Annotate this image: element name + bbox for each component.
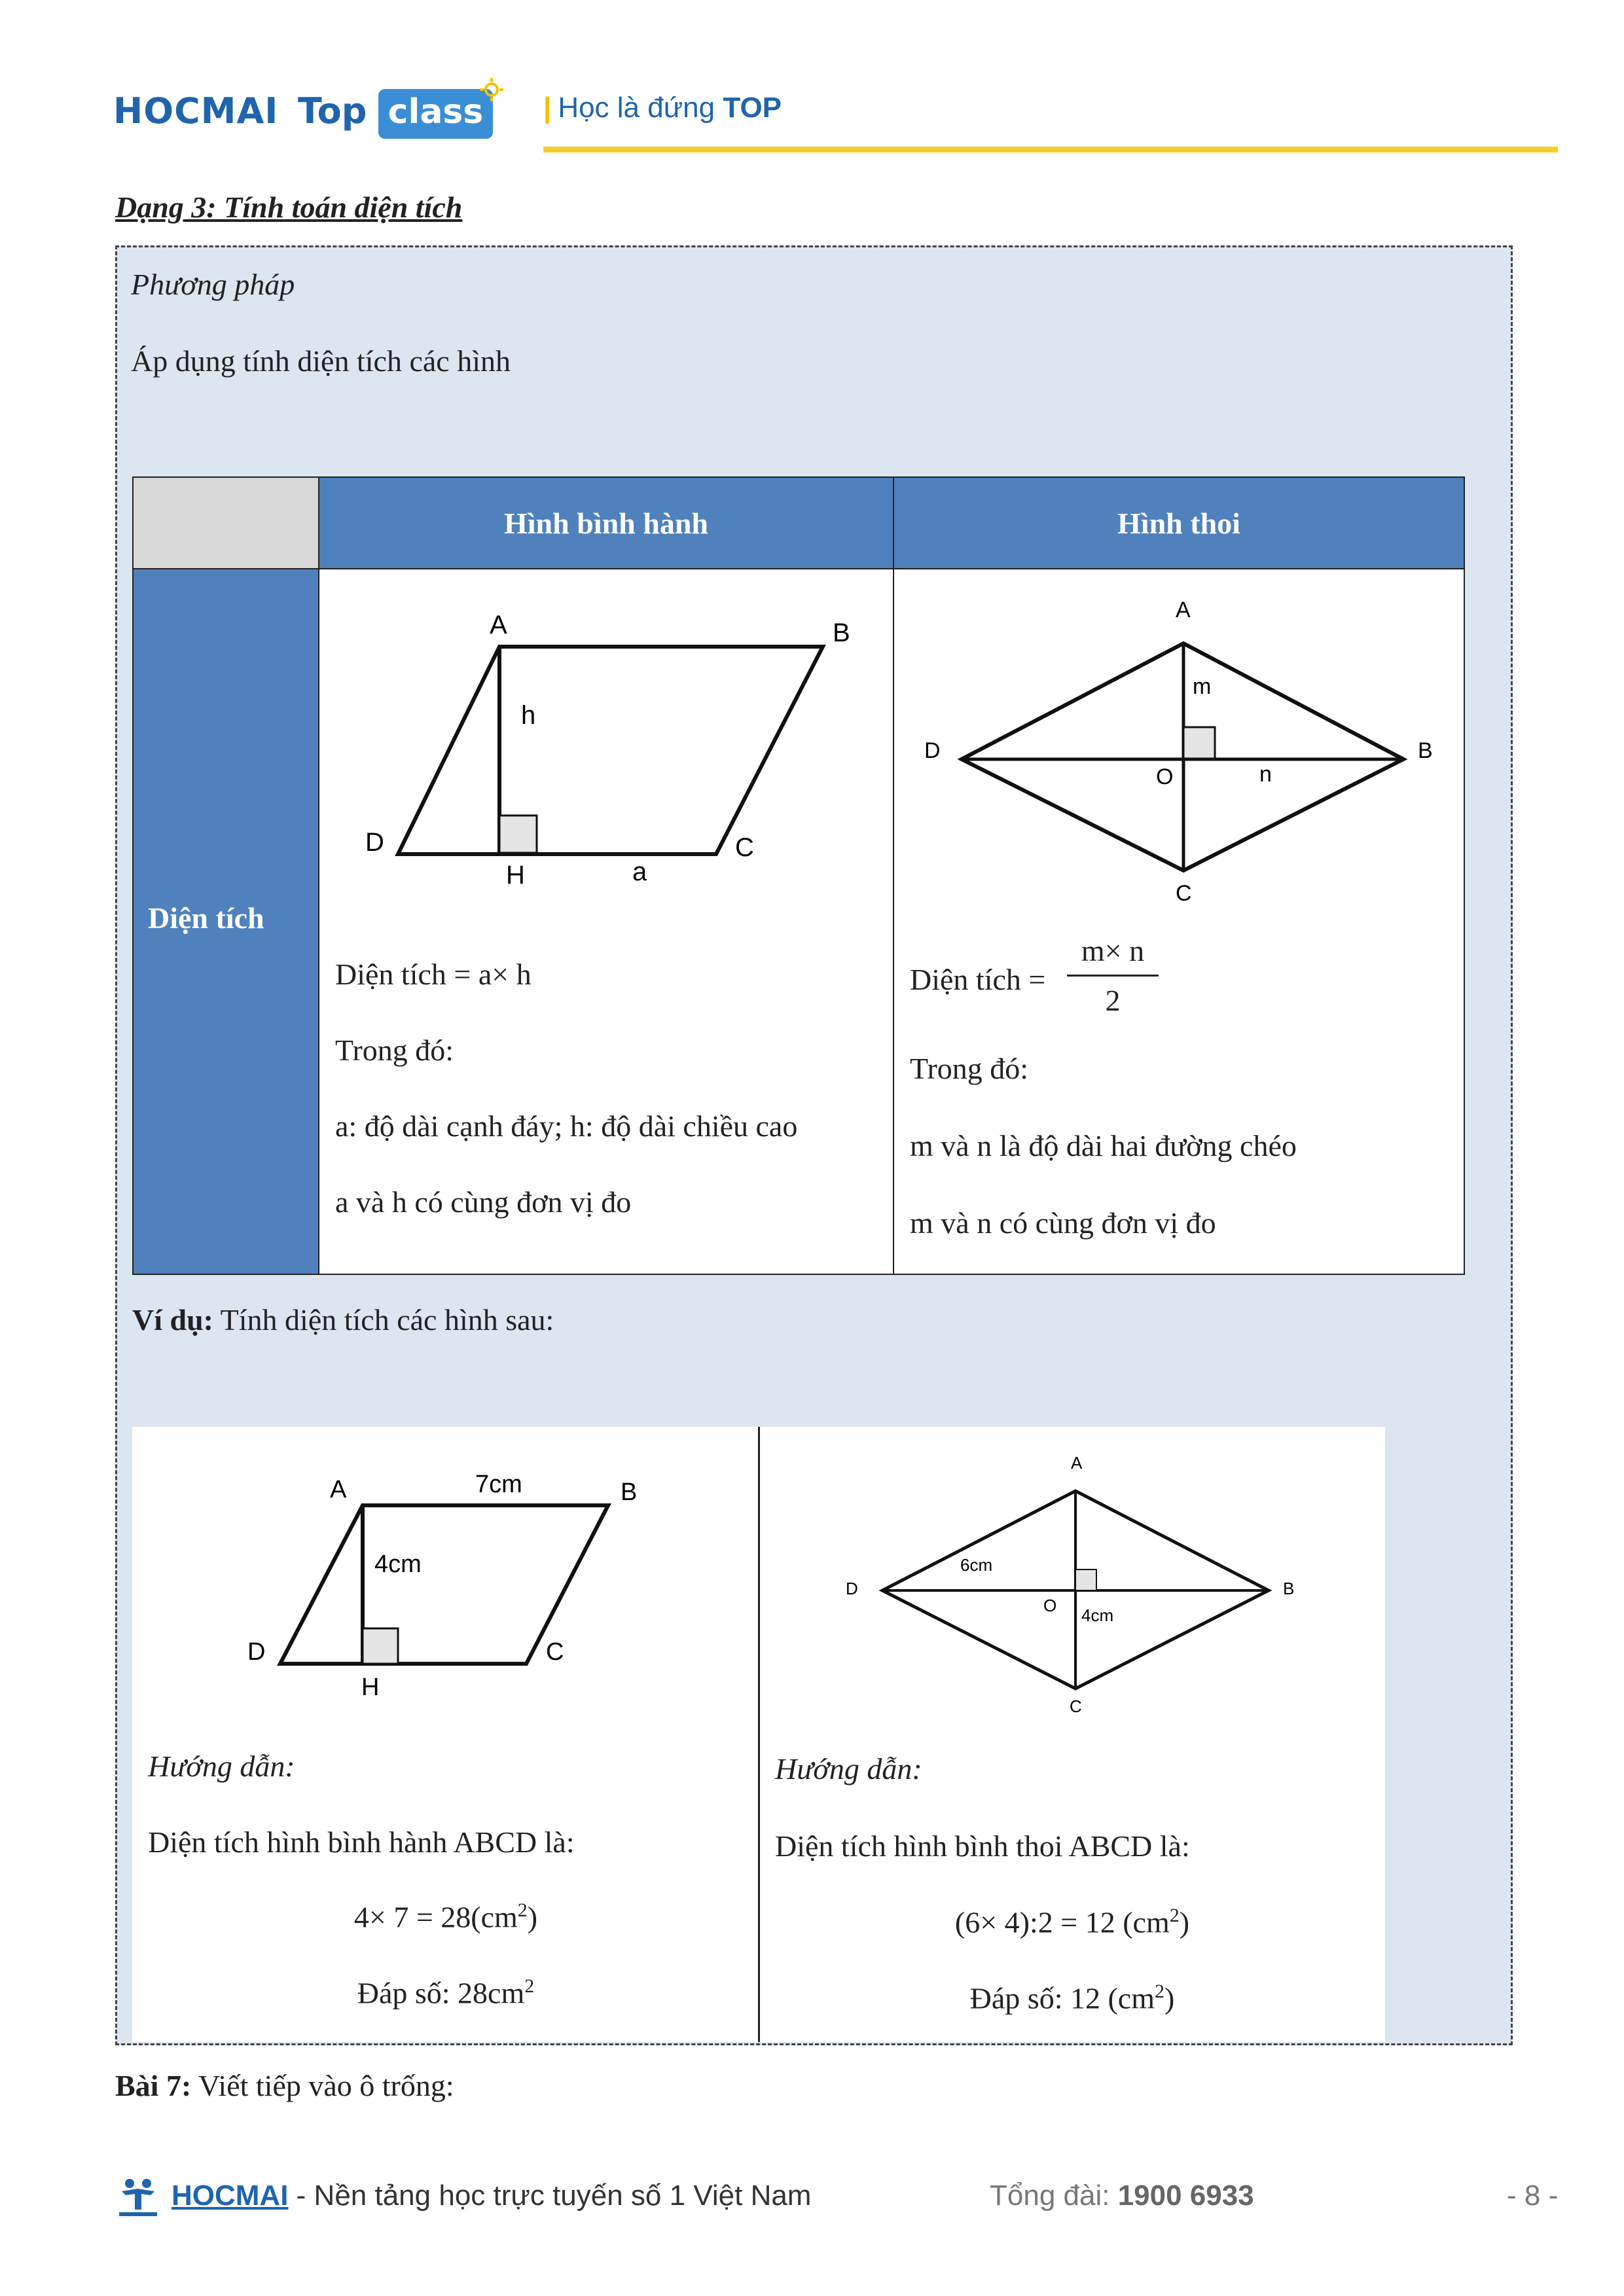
rhombus-line1: m và n là độ dài hai đường chéo [910, 1129, 1297, 1162]
sun-icon [479, 77, 504, 102]
parallelogram-diagram [318, 568, 894, 908]
parallelogram-where: Trong đó: [335, 1033, 454, 1067]
rhombus-fraction [1067, 933, 1159, 1018]
example-rhombus-diagram [759, 1427, 1385, 1728]
page-number: - 8 - [1507, 2179, 1559, 2212]
example-left-statement: Diện tích hình bình hành ABCD là: [148, 1825, 575, 1859]
table-row-label: Diện tích [148, 901, 264, 935]
brand-logo-class: class [378, 89, 493, 139]
table-header-parallelogram: Hình bình hành [318, 476, 894, 569]
right-angle-mark [1075, 1570, 1096, 1590]
label-C: C [1176, 881, 1192, 906]
label-B: B [1418, 738, 1433, 763]
footer-brand-link[interactable]: HOCMAI [171, 2179, 289, 2212]
label-B: B [833, 619, 850, 647]
brand-logo-top: Top [298, 90, 367, 132]
right-angle-mark [1183, 727, 1215, 759]
label-B: B [621, 1479, 638, 1506]
footer-tagline: HOCMAI - Nền tảng học trực tuyến số 1 Việt Nam [171, 2179, 812, 2212]
method-heading: Phương pháp [131, 268, 295, 301]
label-C: C [1070, 1696, 1082, 1716]
parallelogram-line1: a: độ dài cạnh đáy; h: độ dài chiều cao [335, 1109, 798, 1143]
label-height: 4cm [374, 1551, 422, 1578]
label-D: D [365, 828, 384, 857]
example-left-answer: Đáp số: $28cm^2$ [357, 1975, 535, 2010]
label-D: D [247, 1638, 266, 1666]
parallelogram-line2: a và h có cùng đơn vị đo [335, 1185, 632, 1219]
slogan: | Học là đứng TOP [543, 92, 782, 124]
label-h: h [521, 701, 536, 730]
rhombus-line2: m và n có cùng đơn vị đo [910, 1206, 1216, 1240]
label-A: A [1071, 1453, 1083, 1473]
right-angle-mark [499, 816, 537, 853]
exercise-heading: Bài 7: Viết tiếp vào ô trống: [115, 2069, 454, 2102]
rhombus-numerator: m× n [1067, 933, 1159, 977]
label-H: H [506, 861, 525, 889]
label-A: A [1176, 598, 1191, 622]
label-D: D [924, 738, 941, 763]
example-left-calc: $4\times 7 = 28(cm^2)$ [353, 1899, 538, 1934]
label-m: m [1193, 674, 1212, 699]
right-angle-mark [363, 1628, 398, 1664]
section-title: Dạng 3: Tính toán diện tích [115, 190, 463, 224]
label-C: C [735, 833, 754, 862]
example-heading: Ví dụ: Tính diện tích các hình sau: [132, 1303, 554, 1336]
header-divider [543, 147, 1558, 152]
label-A: A [490, 611, 507, 639]
example-parallelogram-diagram [132, 1427, 759, 1715]
label-n: n [1259, 762, 1272, 787]
footer-hotline: Tổng đài: 1900 6933 [990, 2179, 1254, 2212]
label-O: O [1156, 764, 1174, 789]
label-O: O [1043, 1596, 1057, 1615]
rhombus-where: Trong đó: [910, 1052, 1029, 1085]
parallelogram-formula: Diện tích = a× h [335, 958, 532, 991]
rhombus-diagram [893, 568, 1465, 908]
example-right-guide: Hướng dẫn: [775, 1752, 922, 1785]
example-left-guide: Hướng dẫn: [148, 1749, 295, 1783]
label-C: C [546, 1638, 564, 1666]
label-B: B [1283, 1579, 1295, 1598]
table-header-rhombus: Hình thoi [893, 476, 1465, 569]
method-intro: Áp dụng tính diện tích các hình [131, 344, 511, 378]
label-top-length: 7cm [475, 1471, 522, 1498]
label-A: A [330, 1476, 347, 1503]
label-half-horizontal: 6cm [960, 1555, 993, 1575]
label-D: D [846, 1579, 858, 1598]
brand-logo: HOCMAI [113, 90, 279, 132]
table-corner-cell [132, 476, 319, 569]
example-right-answer: Đáp số: 12 $(cm^2)$ [969, 1981, 1175, 2015]
example-right-calc: (6× 4):2 = 12 $(cm^2)$ [954, 1905, 1190, 1939]
example-right-statement: Diện tích hình bình thoi ABCD là: [775, 1829, 1190, 1863]
label-a: a [632, 857, 647, 886]
rhombus-formula-prefix: Diện tích = [910, 963, 1046, 996]
label-half-vertical: 4cm [1081, 1605, 1114, 1625]
label-H: H [361, 1674, 380, 1701]
parallelogram-shape [398, 647, 823, 854]
rhombus-denominator: 2 [1105, 984, 1121, 1017]
hocmai-logo-icon [115, 2177, 161, 2217]
